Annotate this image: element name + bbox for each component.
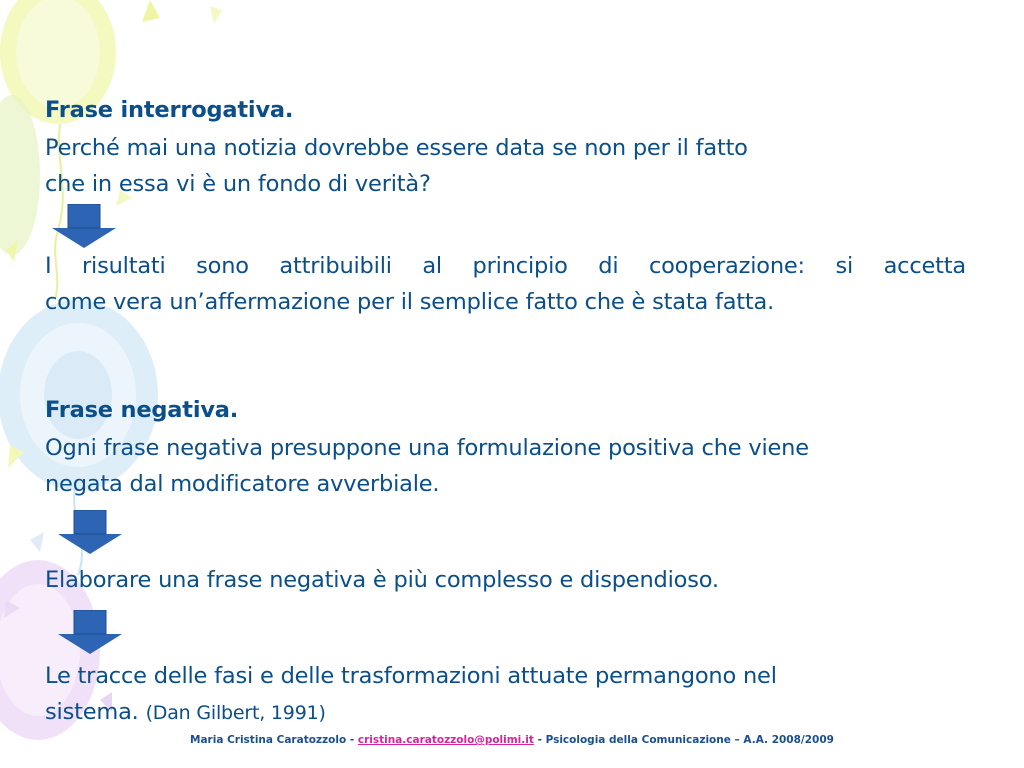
citation: (Dan Gilbert, 1991) [145, 702, 326, 724]
heading-frase-interrogativa: Frase interrogativa. [45, 97, 294, 123]
down-arrow-icon [56, 510, 124, 556]
footer-email-link[interactable]: cristina.caratozzolo@polimi.it [357, 734, 534, 746]
risultati-text-line1: I risultati sono attribuibili al principio di cooperazione: si accetta [45, 253, 966, 279]
down-arrow-icon [56, 610, 124, 656]
conclusion-text-2-line2 [45, 694, 326, 731]
interrogativa-text-line2: che in essa vi è un fondo di verità? [45, 171, 431, 197]
heading-frase-negativa: Frase negativa. [45, 397, 239, 423]
footer-course: - Psicologia della Comunicazione – A.A. 2008/2009 [537, 734, 834, 746]
conclusion-text-2-word: sistema. [45, 699, 139, 725]
risultati-text-line2: come vera un’affermazione per il semplice fatto che è stata fatta. [45, 289, 775, 315]
interrogativa-text-line1: Perché mai una notizia dovrebbe essere data se non per il fatto [45, 135, 748, 161]
conclusion-text-2-line1: Le tracce delle fasi e delle trasformazioni attuate permangono nel [45, 663, 777, 689]
footer-author: Maria Cristina Caratozzolo - [190, 734, 355, 746]
slide-footer [0, 734, 1024, 746]
negativa-text-line2: negata dal modificatore avverbiale. [45, 471, 440, 497]
down-arrow-icon [50, 204, 118, 250]
negativa-text-line1: Ogni frase negativa presuppone una formulazione positiva che viene [45, 435, 809, 461]
conclusion-text-1: Elaborare una frase negativa è più complesso e dispendioso. [45, 567, 719, 593]
